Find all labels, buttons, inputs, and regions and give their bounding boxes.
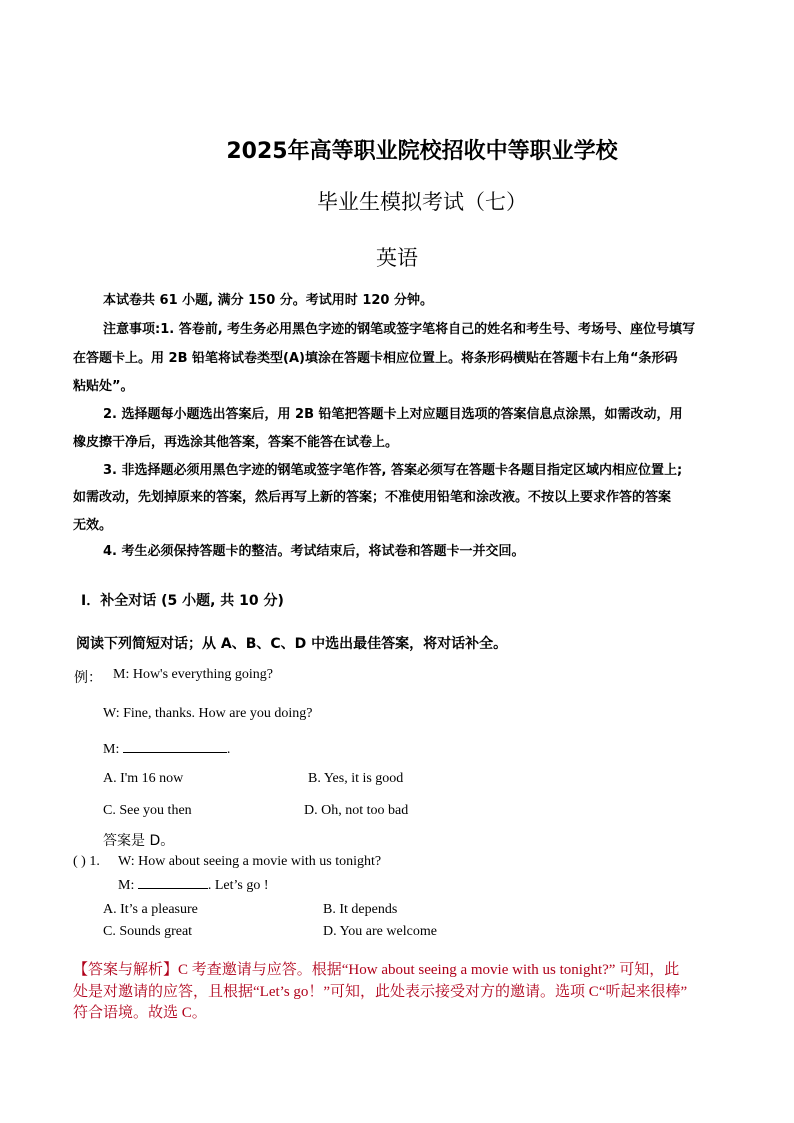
question1-option-d: D. You are welcome bbox=[323, 924, 437, 939]
analysis-line3: 符合语境。故选 C。 bbox=[73, 1005, 207, 1021]
question1-line1: W: How about seeing a movie with us tonight? bbox=[118, 854, 382, 869]
note4: 4. 考生必须保持答题卡的整洁。考试结束后，将试卷和答题卡一并交回。 bbox=[103, 544, 525, 559]
section1-direction: 阅读下列简短对话；从 A、B、C、D 中选出最佳答案，将对话补全。 bbox=[76, 636, 508, 652]
question1-line2 bbox=[118, 876, 269, 894]
section1-heading: Ⅰ．补全对话 (5 小题, 共 10 分) bbox=[81, 593, 284, 609]
question1-line2-prefix: M: bbox=[118, 878, 135, 893]
question1-bracket: ( ) 1. bbox=[73, 854, 100, 869]
example-line3-suffix: . bbox=[226, 742, 231, 757]
question1-answer-blank bbox=[138, 876, 208, 889]
exam-title-line2: 毕业生模拟考试（七） bbox=[317, 190, 527, 214]
note3-line3: 无效。 bbox=[73, 518, 113, 533]
example-answer: 答案是 D。 bbox=[103, 833, 175, 849]
example-line3-prefix: M: bbox=[103, 742, 120, 757]
example-answer-blank bbox=[123, 740, 227, 753]
example-option-a: A. I'm 16 now bbox=[103, 771, 184, 786]
note1-line2: 在答题卡上。用 2B 铅笔将试卷类型(A)填涂在答题卡相应位置上。将条形码横贴在答题卡右上角“条形码 bbox=[73, 351, 678, 366]
note3-line1: 3. 非选择题必须用黑色字迹的钢笔或签字笔作答, 答案必须写在答题卡各题目指定区域内相应位置上; bbox=[103, 463, 683, 478]
example-line3 bbox=[103, 740, 230, 758]
analysis-line2: 处是对邀请的应答，且根据“Let’s go！”可知，此处表示接受对方的邀请。选项 C“听起来很棒” bbox=[73, 984, 688, 1000]
question1-line2-suffix: . Let’s go ! bbox=[207, 878, 269, 893]
question1-option-b: B. It depends bbox=[323, 902, 398, 917]
question1-option-a: A. It’s a pleasure bbox=[103, 902, 198, 917]
example-line2: W: Fine, thanks. How are you doing? bbox=[103, 706, 313, 721]
example-option-d: D. Oh, not too bad bbox=[304, 803, 409, 818]
analysis-line1: 【答案与解析】C 考查邀请与应答。根据“How about seeing a movie with us tonight?” 可知，此 bbox=[73, 962, 680, 978]
exam-title-line1: 2025年高等职业院校招收中等职业学校 bbox=[226, 139, 618, 164]
note1-line1: 注意事项:1. 答卷前, 考生务必用黑色字迹的钢笔或签字笔将自己的姓名和考生号、考场号、座位号填写 bbox=[103, 322, 696, 337]
exam-summary: 本试卷共 61 小题, 满分 150 分。考试用时 120 分钟。 bbox=[103, 293, 433, 308]
example-line1: M: How's everything going? bbox=[113, 667, 274, 682]
question1-option-c: C. Sounds great bbox=[103, 924, 193, 939]
note2-line1: 2. 选择题每小题选出答案后，用 2B 铅笔把答题卡上对应题目选项的答案信息点涂黑，如需改动，用 bbox=[103, 407, 683, 422]
example-option-c: C. See you then bbox=[103, 803, 192, 818]
note2-line2: 橡皮擦干净后，再选涂其他答案，答案不能答在试卷上。 bbox=[73, 435, 399, 450]
example-label: 例： bbox=[74, 670, 102, 686]
subject-title: 英语 bbox=[376, 246, 418, 270]
example-option-b: B. Yes, it is good bbox=[308, 771, 404, 786]
note1-line3: 粘贴处”。 bbox=[73, 379, 134, 394]
note3-line2: 如需改动，先划掉原来的答案，然后再写上新的答案；不准使用铅笔和涂改液。不按以上要求作答的答案 bbox=[73, 490, 672, 505]
